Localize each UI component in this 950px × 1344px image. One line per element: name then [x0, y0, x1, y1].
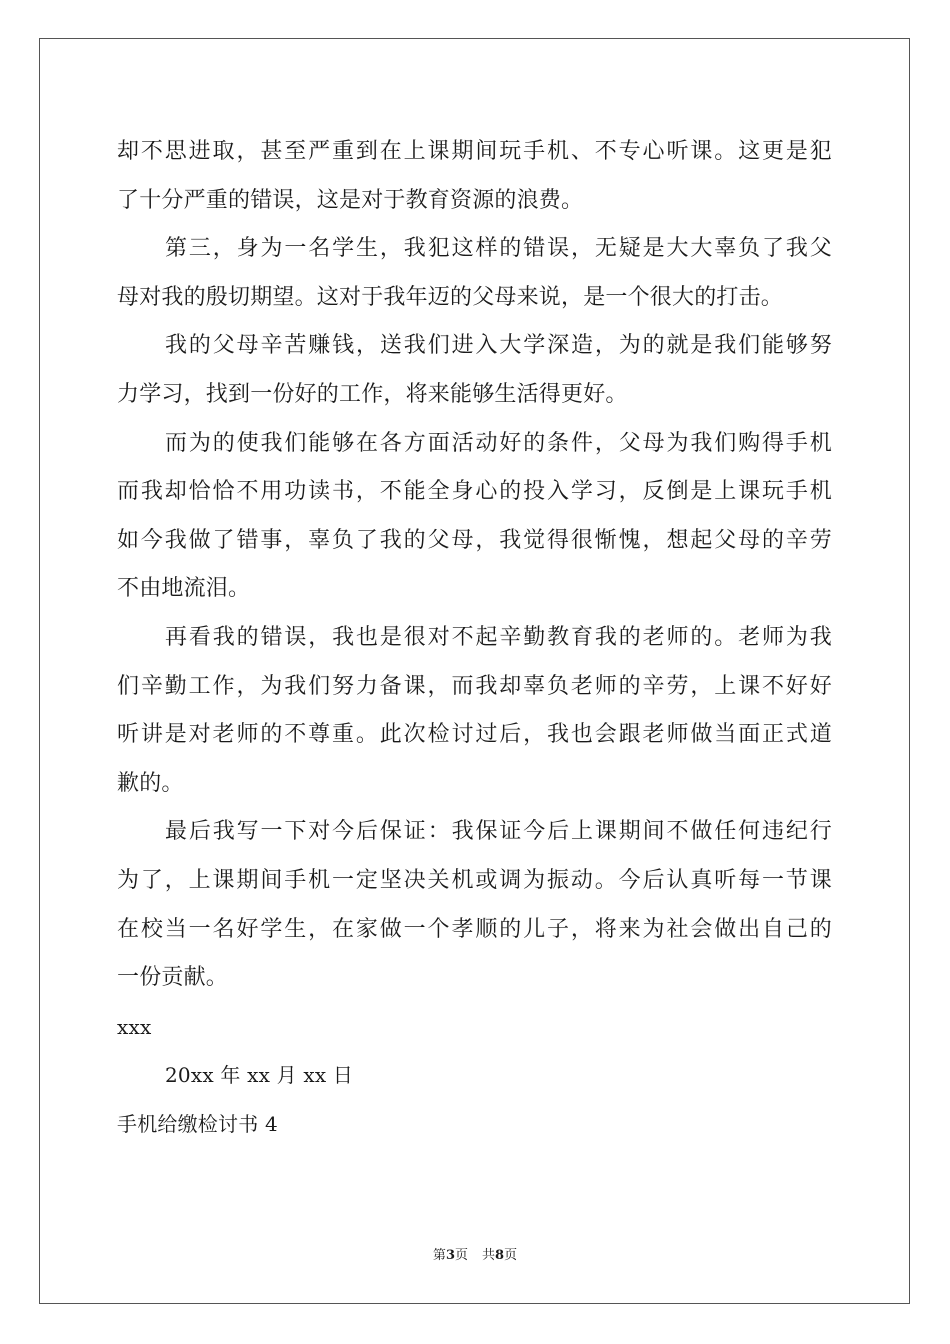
footer-prefix: 第	[432, 1248, 446, 1263]
footer-page-unit: 页	[454, 1248, 468, 1263]
text-line: 在校当一名好学生，在家做一个孝顺的儿子，将来为社会做出自己的	[117, 916, 832, 942]
date: 20xx 年 xx 月 xx 日	[165, 1063, 354, 1088]
text-line: 再看我的错误，我也是很对不起辛勤教育我的老师的。老师为我	[165, 624, 832, 650]
text-line: 而为的使我们能够在各方面活动好的条件，父母为我们购得手机	[165, 430, 832, 456]
current-page-number: 3	[445, 1248, 455, 1263]
text-line: 母对我的殷切期望。这对于我年迈的父母来说，是一个很大的打击。	[117, 284, 784, 310]
text-line: 不由地流泪。	[117, 576, 251, 602]
next-document-title: 手机给缴检讨书 4	[117, 1111, 278, 1136]
text-line: 第三，身为一名学生，我犯这样的错误，无疑是大大辜负了我父	[165, 236, 832, 262]
text-line: 我的父母辛苦赚钱，送我们进入大学深造，为的就是我们能够努	[165, 333, 832, 359]
total-page-count: 8	[495, 1248, 505, 1263]
page-footer	[0, 1247, 950, 1265]
text-line: 们辛勤工作，为我们努力备课，而我却辜负老师的辛劳，上课不好好	[117, 673, 832, 699]
text-line: 力学习，找到一份好的工作，将来能够生活得更好。	[117, 381, 628, 407]
text-line: 为了，上课期间手机一定坚决关机或调为振动。今后认真听每一节课	[117, 867, 832, 893]
text-line: 一份贡献。	[117, 965, 229, 991]
text-line: 而我却恰恰不用功读书，不能全身心的投入学习，反倒是上课玩手机	[117, 479, 832, 505]
text-line: 听讲是对老师的不尊重。此次检讨过后，我也会跟老师做当面正式道	[117, 722, 832, 748]
footer-total-unit: 页	[504, 1248, 518, 1263]
text-line: 最后我写一下对今后保证：我保证今后上课期间不做任何违纪行	[165, 819, 832, 845]
text-line: 却不思进取，甚至严重到在上课期间玩手机、不专心听课。这更是犯	[117, 139, 832, 164]
footer-total-prefix: 共	[482, 1248, 496, 1263]
document-body	[117, 128, 832, 1148]
text-line: 了十分严重的错误，这是对于教育资源的浪费。	[117, 187, 584, 213]
signature: xxx	[117, 1014, 152, 1039]
text-line: 歉的。	[117, 770, 184, 796]
text-line: 如今我做了错事，辜负了我的父母，我觉得很惭愧，想起父母的辛劳	[117, 527, 832, 553]
